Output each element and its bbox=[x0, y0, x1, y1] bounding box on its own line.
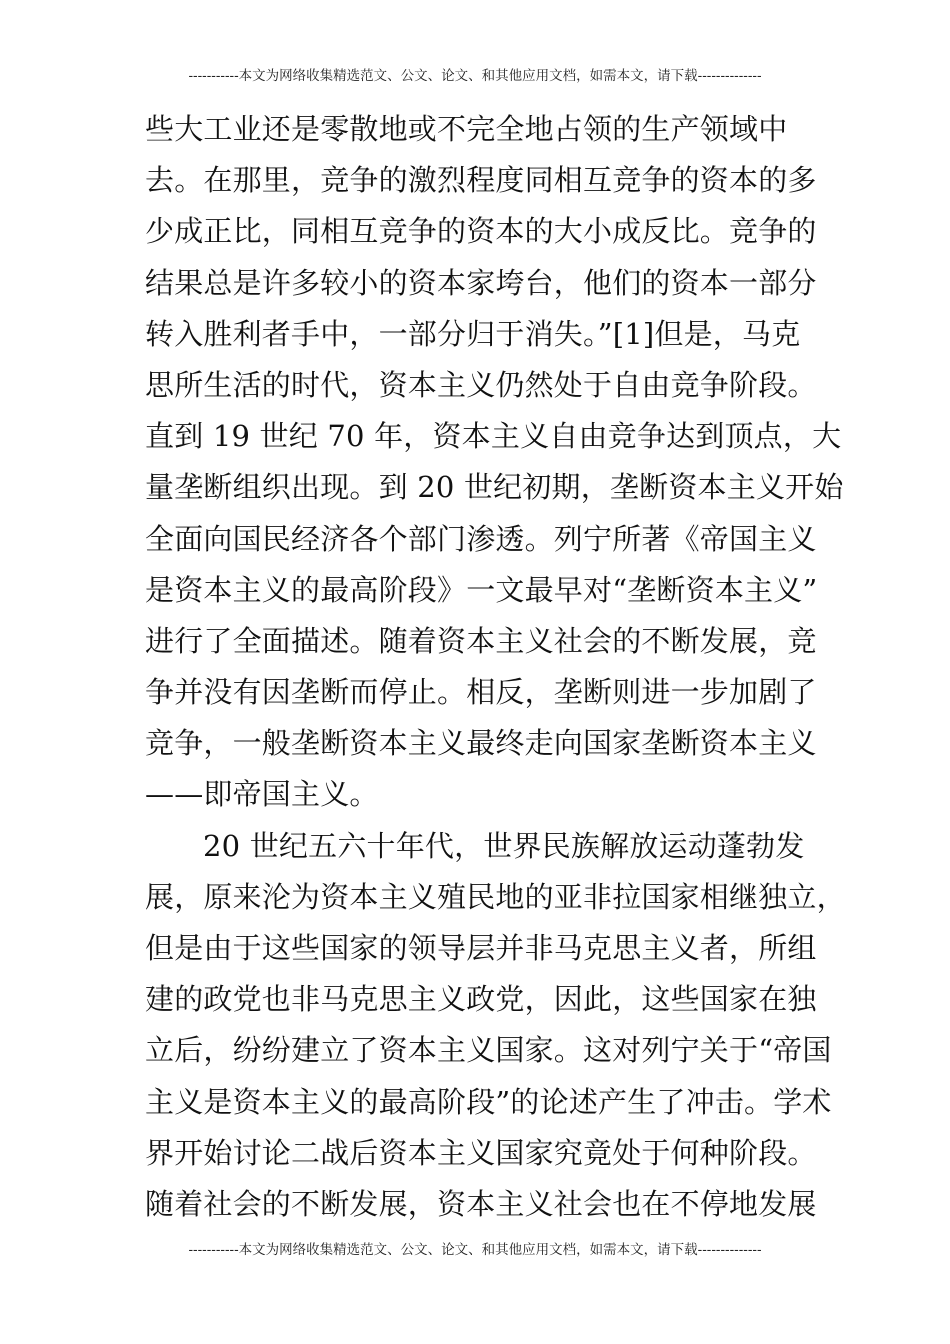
text-line: 直到 19 世纪 70 年，资本主义自由竞争达到顶点，大 bbox=[145, 419, 842, 454]
text-line: 随着社会的不断发展，资本主义社会也在不停地发展 bbox=[145, 1186, 817, 1221]
text-line: 结果总是许多较小的资本家垮台，他们的资本一部分 bbox=[145, 265, 817, 300]
text-line: 展，原来沦为资本主义殖民地的亚非拉国家相继独立， bbox=[145, 879, 846, 914]
text-line: 去。在那里，竞争的激烈程度同相互竞争的资本的多 bbox=[145, 163, 817, 198]
text-line: 竞争，一般垄断资本主义最终走向国家垄断资本主义 bbox=[145, 726, 817, 761]
text-line: 进行了全面描述。随着资本主义社会的不断发展，竞 bbox=[145, 623, 817, 658]
text-line: 量垄断组织出现。到 20 世纪初期，垄断资本主义开始 bbox=[145, 470, 844, 505]
text-line: 建的政党也非马克思主义政党，因此，这些国家在独 bbox=[145, 982, 817, 1017]
text-line: 思所生活的时代，资本主义仍然处于自由竞争阶段。 bbox=[145, 367, 817, 402]
text-line: 主义是资本主义的最高阶段”的论述产生了冲击。学术 bbox=[145, 1084, 832, 1119]
text-line: 全面向国民经济各个部门渗透。列宁所著《帝国主义 bbox=[145, 521, 817, 556]
text-line: 立后，纷纷建立了资本主义国家。这对列宁关于“帝国 bbox=[145, 1033, 832, 1068]
text-line: 界开始讨论二战后资本主义国家究竟处于何种阶段。 bbox=[145, 1135, 817, 1170]
page-header: -----------本文为网络收集精选范文、公文、论文、和其他应用文档，如需本文，请下载-------------- bbox=[188, 68, 762, 84]
text-line: 争并没有因垄断而停止。相反，垄断则进一步加剧了 bbox=[145, 675, 817, 710]
body-text bbox=[145, 104, 846, 1230]
text-line: 但是由于这些国家的领导层并非马克思主义者，所组 bbox=[145, 931, 817, 965]
text-line: 是资本主义的最高阶段》一文最早对“垄断资本主义” bbox=[145, 572, 818, 607]
text-line: 些大工业还是零散地或不完全地占领的生产领域中 bbox=[145, 112, 788, 146]
text-line: 少成正比，同相互竞争的资本的大小成反比。竞争的 bbox=[145, 214, 817, 249]
paragraph-first-line: 20 世纪五六十年代，世界民族解放运动蓬勃发 bbox=[203, 828, 805, 863]
page-footer: -----------本文为网络收集精选范文、公文、论文、和其他应用文档，如需本文，请下载-------------- bbox=[188, 1242, 762, 1258]
text-line: ——即帝国主义。 bbox=[145, 777, 379, 812]
text-line: 转入胜利者手中，一部分归于消失。”[1]但是，马克 bbox=[145, 316, 801, 351]
